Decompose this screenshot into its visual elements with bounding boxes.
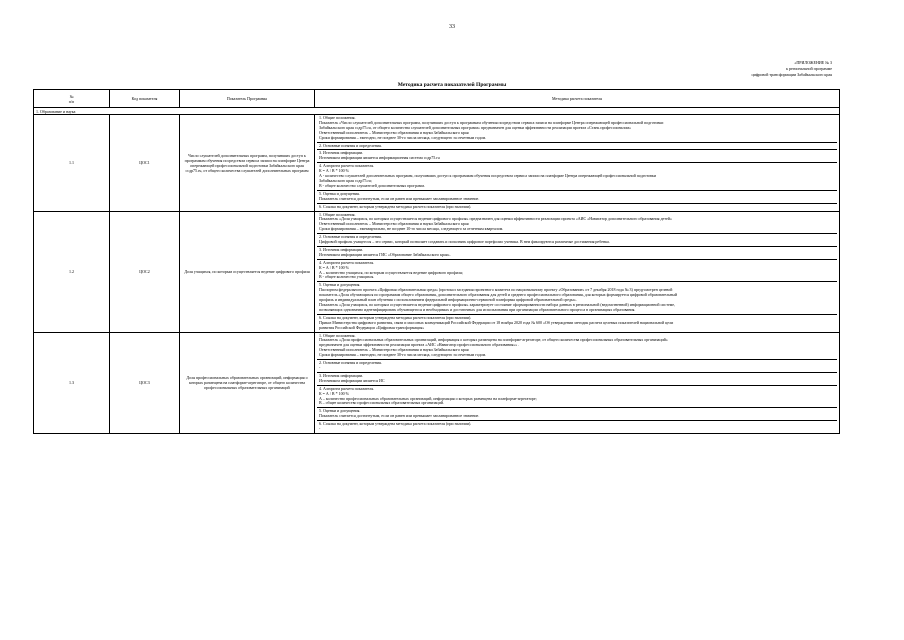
method-line: позволяющих однозначно идентифицировать обучающегося и необходимых и достаточных для использования при организации образовательного процесса в организациях образования. — [319, 307, 636, 312]
method-block — [317, 421, 837, 433]
appendix-line: цифровой трансформации Забайкальского края — [751, 72, 832, 77]
method-line: Сроки формирования – ежегодно, не позднее 30-го числа месяца, следующего за отчетным годом. — [319, 353, 487, 358]
method-line: Показатель «Доля учащихся, по которым осуществляется ведение цифрового профиля» характеризует состояние сформированности набора данных в региональной (ведомственной) информационной системе, — [319, 303, 676, 307]
row-method — [315, 115, 840, 212]
method-line: развития Российской Федерации «Цифровая трансформация» — [319, 325, 425, 330]
method-line: Показатель «Число слушателей дополнительных программ, получивших доступ к программам обучения посредством сервиса записи на платформе Центра опережающей профессиональной подготовки — [319, 120, 664, 125]
method-line: Показатель «Доля учащихся, по которым осуществляется ведение цифрового профиля» предназначен для оценки эффективности реализации проекта «АИС «Навигатор дополнительного образования детей» — [319, 217, 672, 222]
method-line: 1. Общие положения. — [319, 212, 356, 217]
method-line: В - общее количество учащихся. — [319, 275, 375, 280]
method-line: 5. Оценка и допущения. — [319, 191, 360, 196]
method-line: профиль и индивидуальный план обучения с использованием федеральной информационно-сервисной платформы цифровой образовательной среды». — [319, 298, 577, 303]
method-line: Ответственный исполнитель – Министерство образования и науки Забайкальского края — [319, 348, 469, 353]
method-line: 2. Основные понятия и определения. — [319, 361, 382, 366]
method-block — [317, 408, 837, 421]
header-method: Методика расчета показателя — [315, 90, 840, 108]
method-line: Забайкальского края ссдр75.ru; — [319, 178, 372, 183]
method-block — [317, 386, 837, 409]
table-row — [34, 115, 840, 212]
method-line: 5. Оценки и допущения. — [319, 283, 361, 288]
methodology-table — [33, 89, 840, 434]
method-line: Цифровой профиль учащегося – это сервис, который позволяет создавать и пополнять цифровое портфолио ученика. В нем фиксируются различные достижения ребенка. — [319, 240, 610, 245]
method-line: Показатель считается достигнутым, если он равен или превышает запланированное значение. — [319, 414, 480, 419]
method-line: 4. Алгоритм расчета показателя. — [319, 164, 375, 169]
header-indicator: Показатель Программы — [180, 90, 315, 108]
method-line: Сроки формирования – ежеквартально, не позднее 10-го числа месяца, следующего за отчетным кварталом. — [319, 227, 504, 232]
row-number: 1.1 — [34, 115, 110, 212]
method-block — [317, 282, 837, 314]
method-line: Ответственный исполнитель – Министерство образования и науки Забайкальского края — [319, 130, 469, 135]
appendix-line: «ПРИЛОЖЕНИЕ № 3 — [794, 60, 832, 65]
header-num: № п/п — [34, 90, 110, 108]
page-number: 33 — [449, 24, 455, 30]
method-line: Приказ Министерства цифрового развития, связи и массовых коммуникаций Российской Федерации от 18 ноября 2020 года № 600 «Об утверждении методик расчета целевых показателей национальной цели — [319, 320, 674, 325]
method-block — [317, 247, 837, 260]
method-line: 4. Алгоритм расчета показателя. — [319, 260, 375, 265]
method-line: 3. Источник информации. — [319, 151, 364, 156]
method-line: - — [319, 427, 321, 432]
method-line: В - общее количество слушателей дополнительных программ. — [319, 183, 425, 188]
method-line: К = А / В * 100 % — [319, 391, 349, 396]
method-line: 5. Оценки и допущения. — [319, 409, 361, 414]
method-line: - — [319, 365, 321, 370]
row-code: ЦОС1 — [110, 115, 180, 212]
method-line: Источником информации является ГИС «Образование Забайкальского края». — [319, 252, 451, 257]
method-line: 6. Ссылка на документ, которым утверждена методика расчета показателя (при наличии). — [319, 204, 472, 209]
method-line: 2. Основные понятия и определения. — [319, 235, 382, 240]
method-line: 3. Источник информации. — [319, 247, 364, 252]
method-line: Источником информации является информационная система ссдр75.ru — [319, 156, 440, 161]
appendix-heading — [751, 60, 832, 78]
method-line: 6. Ссылка на документ, которым утверждена методика расчета показателя (при наличии). — [319, 315, 472, 320]
row-code: ЦОС2 — [110, 211, 180, 332]
method-line: 1. Общие положения. — [319, 333, 356, 338]
table-row — [34, 332, 840, 433]
method-line: К = А / В * 100 % — [319, 169, 349, 174]
method-block — [317, 115, 837, 143]
method-line: А - количество слушателей дополнительных программ, получивших доступ к программам обучения посредством сервиса записи на платформе Центра опережающей профессиональной подготовки — [319, 174, 657, 179]
method-block — [317, 333, 837, 361]
document-title: Методика расчета показателей Программы — [397, 82, 507, 88]
method-line: 2. Основные понятия и определения. — [319, 143, 382, 148]
method-line: 1. Общие положения. — [319, 116, 356, 120]
method-block — [317, 143, 837, 151]
method-line: предназначен для оценки эффективности реализации проекта «АИС «Навигатор профессионального образования»» . — [319, 343, 520, 348]
method-line: Забайкальского края ссдр75.ru, от общего количества слушателей дополнительных программ» предназначен для оценки эффективности реализации проекта «Стань профессионалом» — [319, 125, 632, 130]
method-line: Источником информации является ИС — [319, 378, 385, 383]
method-line: Ответственный исполнитель – Министерство образования и науки Забайкальского края — [319, 222, 469, 227]
method-block — [317, 212, 837, 235]
method-block — [317, 150, 837, 163]
method-line: А – количество профессиональных образовательных организаций, информация о которых размещена на платформе-агрегаторе; — [319, 396, 537, 401]
method-block — [317, 260, 837, 283]
method-block — [317, 315, 837, 332]
row-method — [315, 211, 840, 332]
method-line: показатель «Доля обучающихся по программам общего образования, дополнительного образования для детей и среднего профессионального образования, для которых формируется цифровой образовательный — [319, 293, 677, 298]
row-code: ЦОС3 — [110, 332, 180, 433]
method-line: Показатель считается достигнутым, если он равен или превышает запланированное значение. — [319, 196, 480, 201]
section-label: 1. Образование и наука — [34, 108, 840, 115]
method-block — [317, 234, 837, 247]
row-indicator: Доля профессиональных образовательных организаций, информация о которых размещена на платформе-агрегаторе, от общего количества профессиональных образовательных организаций — [180, 332, 315, 433]
method-block — [317, 373, 837, 386]
appendix-line: к региональной программе — [786, 66, 832, 71]
row-number: 1.2 — [34, 211, 110, 332]
method-line: Сроки формирования – ежегодно, не позднее 30-го числа месяца, следующего за отчетным годом. — [319, 135, 487, 140]
method-block — [317, 163, 837, 191]
method-line: 3. Источник информации. — [319, 373, 364, 378]
row-number: 1.3 — [34, 332, 110, 433]
method-line: К = А / В * 100 % — [319, 265, 349, 270]
method-line: Показатель «Доля профессиональных образовательных организаций, информация о которых размещена на платформе-агрегаторе, от общего количества профессиональных образовательных организаций» — [319, 338, 668, 343]
method-line: 4. Алгоритм расчета показателя. — [319, 386, 375, 391]
row-indicator: Доля учащихся, по которым осуществляется ведение цифрового профиля — [180, 211, 315, 332]
table-row — [34, 211, 840, 332]
row-method — [315, 332, 840, 433]
table-header-row — [34, 90, 840, 108]
header-code: Код показателя — [110, 90, 180, 108]
method-block — [317, 191, 837, 204]
method-line: В – общее количество профессиональных образовательных организаций. — [319, 401, 444, 406]
row-indicator: Число слушателей дополнительных программ, получивших доступ к программам обучения посредством сервиса записи на платформе Центра опережающей профессиональной подготовки Забайкальского края ссдр75.ru, от общего количества слушателей дополнительных программ — [180, 115, 315, 212]
method-block — [317, 204, 837, 211]
method-line: А – количество учащихся, по которым осуществляется ведение цифрового профиля; — [319, 270, 463, 275]
method-block — [317, 360, 837, 373]
method-line: Паспортом федерального проекта «Цифровая образовательная среда» (протокол заседания проектного комитета по национальному проекту «Образование» от 7 декабря 2018 года № 3) предусмотрен целевой — [319, 288, 673, 293]
method-line: 6. Ссылка на документ, которым утверждена методика расчета показателя (при наличии). — [319, 422, 472, 427]
section-row — [34, 108, 840, 115]
